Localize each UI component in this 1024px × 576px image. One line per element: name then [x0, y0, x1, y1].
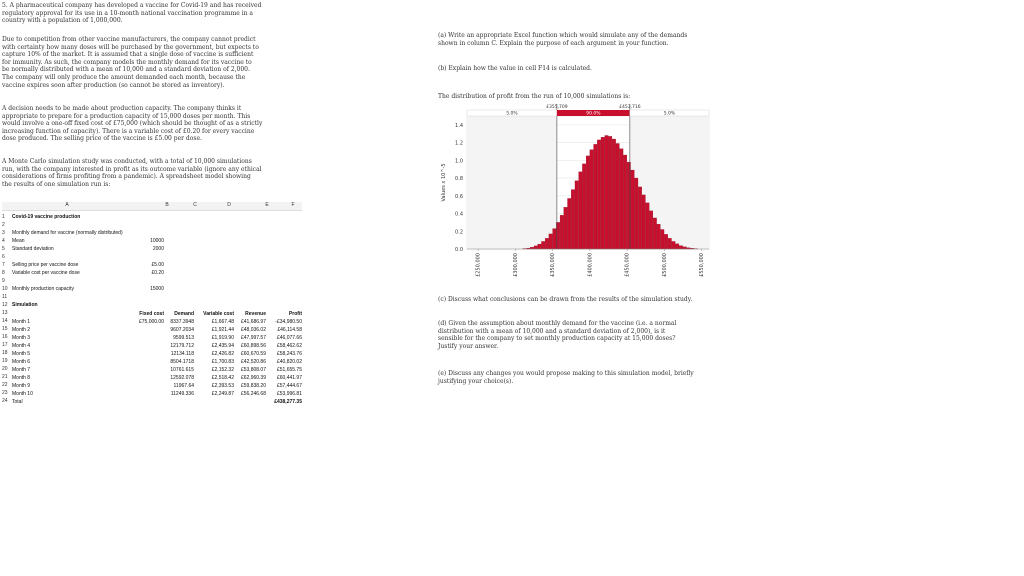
text-line: run, with the company interested in profit as its outcome variable (ignore any ethical: [2, 165, 262, 173]
text-line: regulatory approval for its use in a 10-month national vaccination programme in a: [2, 9, 253, 17]
revenue-cell: £59,838.20: [240, 383, 266, 389]
text-line: shown in column C. Explain the purpose of each argument in your function.: [438, 39, 669, 47]
row-number: 11: [2, 294, 8, 300]
y-tick-label: 0.4: [455, 211, 463, 218]
month-label: Month 2: [12, 327, 31, 333]
variable-cost-cell: £1,921.44: [211, 327, 234, 333]
demand-cell: 12179.712: [170, 343, 194, 349]
demand-cell: 9599.513: [173, 335, 194, 341]
histogram-bar: [594, 144, 597, 249]
row-number: 7: [2, 262, 5, 268]
histogram-bar: [553, 229, 556, 249]
row-number: 13: [2, 310, 8, 316]
lower-marker-label: £355,709: [546, 105, 568, 110]
profit-cell: £58,462.62: [276, 343, 302, 349]
demand-cell: 12134.118: [170, 351, 194, 357]
sd-value: 2000: [152, 246, 164, 252]
histogram-bar: [534, 246, 537, 249]
simulation-label: Simulation: [12, 302, 38, 308]
profit-cell: £40,820.02: [276, 359, 302, 365]
left-tail-region: [467, 116, 557, 249]
y-tick-label: 1.2: [455, 140, 463, 147]
price-value: £5.00: [151, 262, 164, 268]
variable-cost-cell: £2,152.32: [211, 367, 234, 373]
row-number: 23: [2, 390, 8, 396]
column-header-c: C: [193, 202, 197, 208]
left-tail-label: 5.0%: [506, 111, 518, 117]
histogram-bar: [661, 229, 664, 249]
demand-paragraph: [2, 36, 302, 89]
profit-cell: £60,441.97: [276, 375, 302, 381]
histogram-bar: [560, 215, 563, 249]
mean-value: 10000: [150, 238, 164, 244]
text-line: would involve a one-off fixed cost of £75,000 (which should be thought of as a strictly: [2, 120, 263, 128]
profit-cell: £57,444.67: [276, 383, 302, 389]
month-label: Month 6: [12, 359, 31, 365]
month-label: Month 10: [12, 391, 33, 397]
text-line: vaccine expires soon after production (so cannot be stored as inventory).: [2, 81, 225, 89]
text-line: capture 10% of the market. It is assumed that a single dose of vaccine is sufficient: [2, 51, 254, 59]
varcost-label: Variable cost per vaccine dose: [12, 270, 80, 276]
histogram-bar: [653, 218, 656, 249]
column-header-e: E: [265, 202, 269, 208]
month-label: Month 1: [12, 319, 31, 325]
histogram-bar: [582, 164, 585, 249]
revenue-cell: £47,997.57: [240, 335, 266, 341]
y-tick-label: 0.8: [455, 176, 463, 183]
histogram-bar: [616, 143, 619, 249]
text-line: A decision needs to be made about production capacity. The company thinks it: [2, 105, 242, 112]
revenue-cell: £42,520.86: [240, 359, 266, 365]
demand-cell: 11249.336: [170, 391, 194, 397]
text-line: country with a population of 1,000,000.: [2, 17, 123, 25]
question-e: [438, 370, 728, 385]
demand-cell: 8337.3948: [170, 319, 194, 325]
sheet-title: Covid-19 vaccine production: [12, 214, 81, 220]
question-a: [438, 32, 718, 47]
distribution-intro: The distribution of profit from the run of 10,000 simulations is:: [438, 93, 631, 100]
histogram-bar: [549, 234, 552, 249]
demand-label: Monthly demand for vaccine (normally distributed): [12, 230, 123, 236]
month-label: Month 5: [12, 351, 31, 357]
text-line: Due to competition from other vaccine manufacturers, the company cannot predict: [2, 36, 256, 43]
text-line: considerations of firms profiting from a pandemic). A spreadsheet model showing: [2, 173, 251, 181]
text-line: The company will only produce the amount demanded each month, because the: [2, 73, 246, 81]
text-line: with certainty how many doses will be purchased by the government, but expects to: [2, 43, 259, 51]
y-tick-label: 1.4: [455, 122, 463, 129]
profit-distribution-chart: [437, 92, 712, 279]
histogram-bar: [664, 234, 667, 249]
row-number: 10: [2, 286, 8, 292]
text-line: 5. A pharmaceutical company has developed a vaccine for Covid-19 and has received: [2, 2, 262, 9]
histogram-bar: [605, 136, 608, 249]
variable-cost-cell: £1,667.48: [211, 319, 234, 325]
text-line: dose produced. The selling price of the vaccine is £5.00 per dose.: [2, 135, 202, 143]
column-header-a: A: [65, 202, 69, 208]
question-d: [438, 320, 728, 350]
row-number: 17: [2, 342, 8, 348]
histogram-bar: [608, 136, 611, 249]
revenue-cell: £48,036.02: [240, 327, 266, 333]
histogram-bar: [635, 178, 638, 249]
revenue-cell: £41,686.97: [240, 319, 266, 325]
histogram-bar: [668, 238, 671, 249]
variable-cost-cell: £2,393.53: [211, 383, 234, 389]
revenue-cell: £60,898.56: [240, 343, 266, 349]
month-label: Month 3: [12, 335, 31, 341]
column-header-f: F: [291, 202, 295, 208]
spreadsheet: [2, 202, 302, 452]
middle-label: 90.0%: [586, 111, 601, 117]
row-number: 18: [2, 350, 8, 356]
varcost-value: £0.20: [151, 270, 164, 276]
histogram-bar: [649, 211, 652, 249]
demand-cell: 10761.615: [170, 367, 194, 373]
text-line: (a) Write an appropriate Excel function which would simulate any of the demands: [438, 32, 688, 39]
histogram-bar: [620, 149, 623, 249]
row-number: 21: [2, 374, 8, 380]
histogram-bar: [538, 244, 541, 249]
text-line: justifying your choice(s).: [438, 377, 514, 385]
variable-cost-cell: £1,919.90: [211, 335, 234, 341]
profit-cell: -£34,980.50: [275, 319, 302, 325]
histogram-bar: [683, 247, 686, 249]
header-demand: Demand: [174, 311, 194, 317]
sd-label: Standard deviation: [12, 246, 54, 252]
row-number: 2: [2, 222, 5, 228]
histogram-bar: [571, 190, 574, 249]
demand-cell: 12592.078: [170, 375, 194, 381]
question-intro: [2, 2, 302, 25]
row-number: 24: [2, 398, 8, 404]
demand-cell: 9607.2034: [170, 327, 194, 333]
simulation-paragraph: [2, 158, 302, 188]
revenue-cell: £56,246.68: [240, 391, 266, 397]
x-tick-label: £350,000: [550, 253, 557, 277]
x-tick-label: £250,000: [475, 253, 482, 277]
x-tick-label: £450,000: [624, 253, 631, 277]
variable-cost-cell: £1,700.83: [211, 359, 234, 365]
variable-cost-cell: £2,518.42: [211, 375, 234, 381]
header-variable-cost: Variable cost: [203, 311, 234, 317]
histogram-bar: [597, 140, 600, 249]
y-tick-label: 1.0: [455, 158, 463, 165]
capacity-value: 15000: [150, 286, 164, 292]
revenue-cell: £60,670.59: [240, 351, 266, 357]
text-line: (e) Discuss any changes you would propose making to this simulation model, briefly: [438, 370, 694, 377]
text-line: increasing function of capacity). There is a variable cost of £0.20 for every vaccine: [2, 127, 255, 135]
variable-cost-cell: £2,426.82: [211, 351, 234, 357]
column-header-b: B: [165, 202, 169, 208]
total-label: Total: [12, 399, 23, 405]
histogram-bar: [590, 150, 593, 249]
mean-label: Mean: [12, 238, 25, 244]
demand-cell: 11967.64: [173, 383, 194, 389]
text-line: (b) Explain how the value in cell F14 is calculated.: [438, 65, 592, 72]
histogram-bar: [579, 172, 582, 249]
histogram-bar: [646, 203, 649, 249]
histogram-bar: [601, 137, 604, 249]
histogram-bar: [672, 241, 675, 249]
text-line: (d) Given the assumption about monthly demand for the vaccine (i.e. a normal: [438, 320, 677, 327]
column-header-d: D: [227, 202, 231, 208]
x-tick-label: £500,000: [661, 253, 668, 277]
row-number: 9: [2, 278, 5, 284]
text-line: for immunity. As such, the company models the monthly demand for its vaccine to: [2, 58, 252, 66]
capacity-label: Monthly production capacity: [12, 286, 74, 292]
row-number: 12: [2, 302, 8, 308]
variable-cost-cell: £2,249.87: [211, 391, 234, 397]
row-number: 19: [2, 358, 8, 364]
revenue-cell: £53,808.07: [240, 367, 266, 373]
demand-cell: 8504.1718: [170, 359, 194, 365]
histogram-bar: [545, 238, 548, 249]
y-axis-label: Values x 10^-5: [441, 163, 447, 202]
histogram-bar: [675, 244, 678, 249]
row-number: 6: [2, 254, 5, 260]
row-number: 15: [2, 326, 8, 332]
histogram-bar: [657, 224, 660, 249]
row-number: 20: [2, 366, 8, 372]
revenue-cell: £62,960.39: [240, 375, 266, 381]
profit-cell: £46,077.66: [276, 335, 302, 341]
histogram-bar: [564, 207, 567, 249]
histogram-bar: [638, 187, 641, 249]
header-profit: Profit: [288, 311, 302, 317]
row-number: 16: [2, 334, 8, 340]
x-tick-label: £400,000: [587, 253, 594, 277]
text-line: be normally distributed with a mean of 10,000 and a standard deviation of 2,000.: [2, 66, 250, 74]
variable-cost-cell: £2,435.94: [211, 343, 234, 349]
row-number: 14: [2, 318, 8, 324]
upper-marker-label: £453,716: [619, 105, 641, 110]
price-label: Selling price per vaccine dose: [12, 262, 79, 268]
x-tick-label: £300,000: [512, 253, 519, 277]
month-label: Month 9: [12, 383, 31, 389]
row-number: 3: [2, 230, 5, 236]
profit-cell: £58,243.76: [276, 351, 302, 357]
text-line: sensible for the company to set monthly production capacity at 15,000 doses?: [438, 335, 676, 343]
month-label: Month 8: [12, 375, 31, 381]
row-number: 5: [2, 246, 5, 252]
total-value: £438,277.35: [274, 399, 302, 405]
month-label: Month 4: [12, 343, 31, 349]
fixed-cost-cell: £75,000.00: [138, 319, 164, 325]
histogram-bar: [631, 170, 634, 249]
text-line: the results of one simulation run is:: [2, 180, 111, 188]
row-number: 4: [2, 238, 5, 244]
y-tick-label: 0.0: [455, 247, 463, 253]
histogram-bar: [679, 246, 682, 249]
histogram-bar: [623, 155, 626, 249]
row-number: 8: [2, 270, 5, 276]
row-number: 22: [2, 382, 8, 388]
right-tail-label: 5.0%: [663, 111, 676, 117]
histogram-bar: [575, 181, 578, 249]
text-line: A Monte Carlo simulation study was conducted, with a total of 10,000 simulations: [2, 158, 252, 165]
histogram-bar: [586, 156, 589, 249]
text-line: (c) Discuss what conclusions can be drawn from the results of the simulation study.: [438, 296, 693, 303]
profit-cell: £46,114.58: [277, 327, 302, 333]
text-line: appropriate to prepare for a production capacity of 15,000 doses per month. This: [2, 112, 251, 120]
question-b: [438, 65, 718, 73]
y-tick-label: 0.6: [455, 193, 463, 200]
capacity-paragraph: [2, 105, 302, 143]
text-line: distribution with a mean of 10,000 and a standard deviation of 2,000), is it: [438, 327, 666, 335]
profit-cell: £51,655.75: [276, 367, 302, 373]
histogram-bar: [642, 195, 645, 249]
profit-cell: £53,996.81: [276, 391, 302, 397]
histogram-bar: [541, 241, 544, 249]
histogram-bar: [612, 139, 615, 249]
header-revenue: Revenue: [245, 311, 266, 317]
row-number: 1: [2, 214, 5, 220]
text-line: Justify your answer.: [438, 342, 499, 350]
header-fixed-cost: Fixed cost: [139, 311, 164, 317]
x-tick-label: £550,000: [699, 253, 706, 277]
month-label: Month 7: [12, 367, 31, 373]
y-tick-label: 0.2: [455, 229, 463, 236]
histogram-bar: [568, 198, 571, 249]
question-c: [438, 296, 728, 304]
